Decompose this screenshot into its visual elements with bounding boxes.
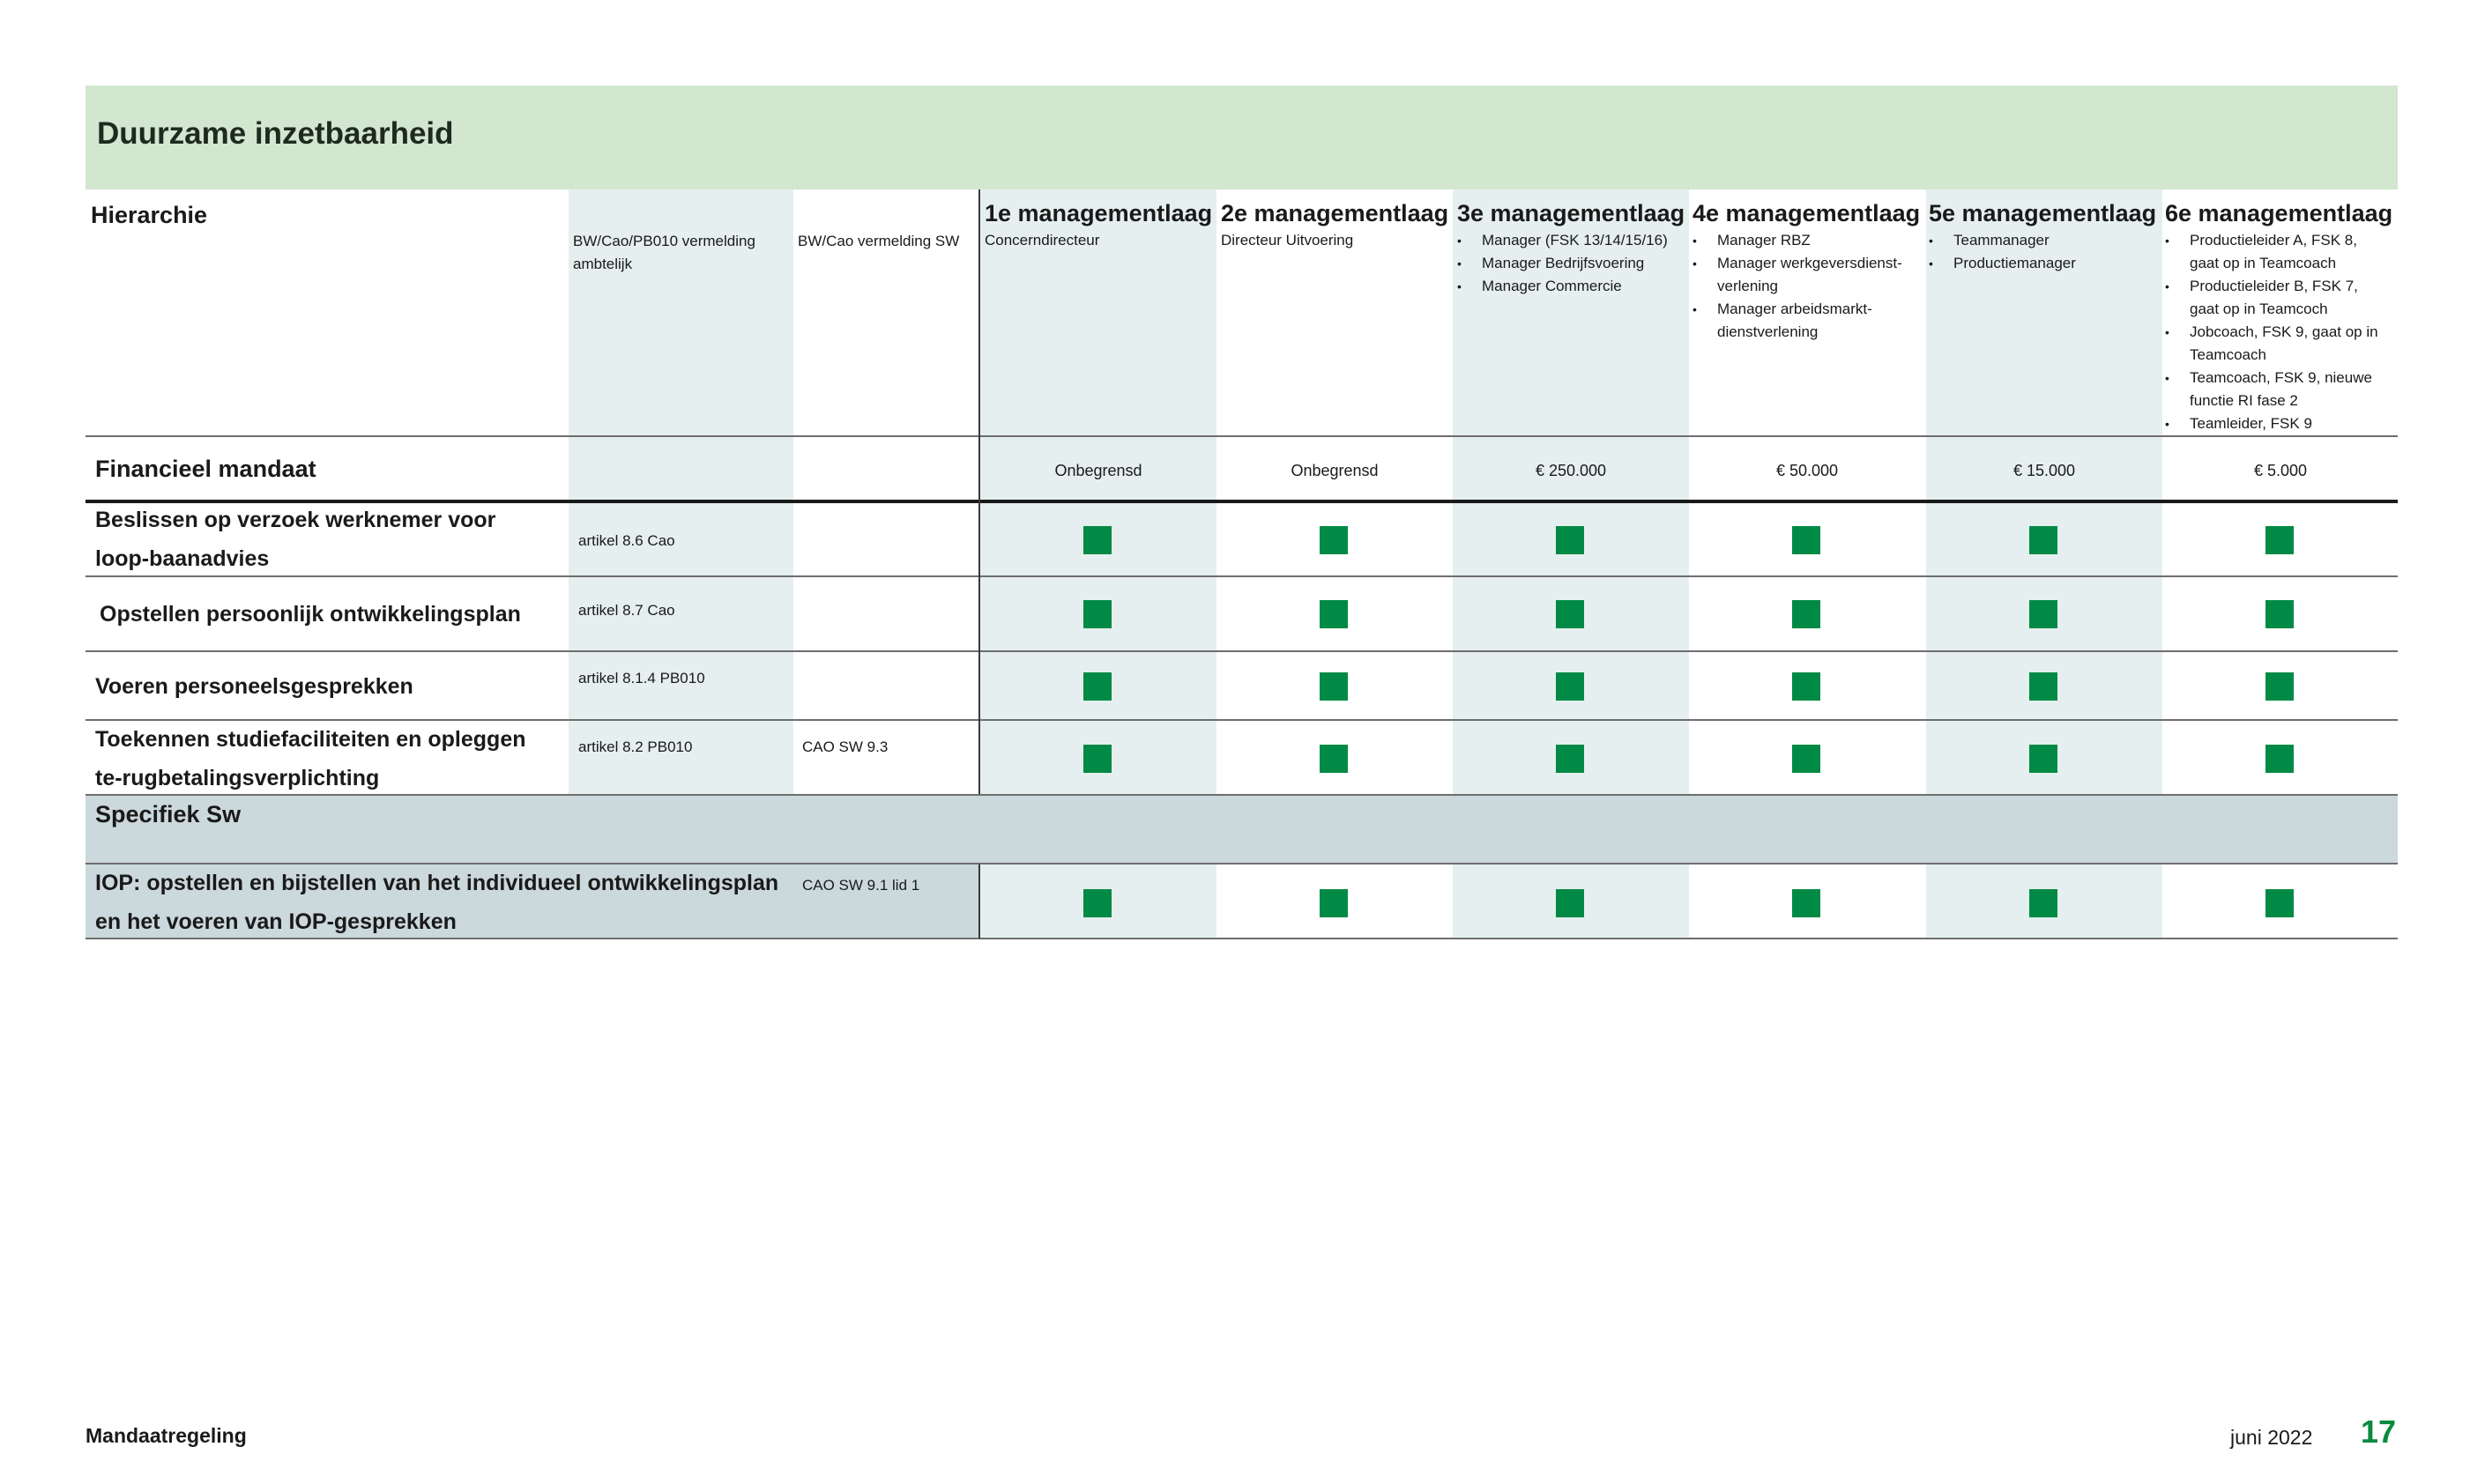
col-header-bw-cao-pb010: BW/Cao/PB010 vermelding ambtelijk	[573, 233, 755, 272]
check-mark	[1320, 745, 1348, 773]
divider	[86, 435, 2398, 437]
check-mark	[1792, 889, 1820, 917]
level-bullet-list	[1693, 229, 1913, 344]
col-shade-level-1	[980, 189, 1216, 794]
list-item: • Manager Bedrijfsvoering	[1457, 252, 1688, 275]
check-mark	[2029, 600, 2057, 628]
financial-amount: € 50.000	[1775, 462, 1839, 479]
level-title: 1e managementlaag	[985, 200, 1213, 226]
divider	[86, 938, 2398, 939]
col-header-bw-cao-sw: BW/Cao vermelding SW	[798, 233, 960, 249]
level-header-6	[2165, 200, 2396, 435]
section-band-sw	[86, 796, 2398, 864]
check-mark	[1320, 672, 1348, 701]
list-item: • Manager Commercie	[1457, 275, 1688, 298]
list-item: • Productieleider A, FSK 8, gaat op in Teamcoach	[2165, 229, 2385, 275]
check-mark	[1083, 600, 1112, 628]
check-mark	[1556, 889, 1584, 917]
row-label: Voeren personeelsgesprekken	[95, 674, 413, 699]
list-item: • Manager arbeidsmarkt-dienstverlening	[1693, 298, 1913, 344]
list-item: • Teamleider, FSK 9	[2165, 412, 2385, 435]
level-title: 4e managementlaag	[1693, 200, 1921, 226]
check-mark	[1792, 672, 1820, 701]
check-mark	[2265, 889, 2294, 917]
list-item: • Jobcoach, FSK 9, gaat op in Teamcoach	[2165, 321, 2385, 367]
column-separator	[978, 864, 980, 939]
row-label: IOP: opstellen en bijstellen van het individueel ontwikkelingsplan en het voeren van IOP-gesprekken	[95, 871, 779, 934]
level-bullet-list	[2165, 229, 2385, 435]
row-ref-sw: CAO SW 9.1 lid 1	[802, 877, 920, 894]
footer-document-title: Mandaatregeling	[86, 1424, 247, 1447]
divider	[86, 863, 2398, 864]
level-header-4	[1693, 200, 1923, 344]
check-mark	[2029, 672, 2057, 701]
check-mark	[1083, 889, 1112, 917]
check-mark	[1320, 889, 1348, 917]
row-ref-pb010: artikel 8.7 Cao	[578, 602, 675, 619]
check-mark	[2265, 672, 2294, 701]
divider	[86, 794, 2398, 796]
level-description: Directeur Uitvoering	[1221, 232, 1354, 249]
check-mark	[1556, 526, 1584, 554]
level-description: Concerndirecteur	[985, 232, 1100, 249]
row-ref-pb010: artikel 8.6 Cao	[578, 532, 675, 549]
financial-amount: € 15.000	[2012, 462, 2076, 479]
row-label: Beslissen op verzoek werknemer voor loop-baanadvies	[95, 508, 496, 571]
check-mark	[1320, 526, 1348, 554]
hierarchy-label: Hierarchie	[91, 202, 208, 228]
list-item: • Manager werkgeversdienst-verlening	[1693, 252, 1913, 298]
divider	[86, 650, 2398, 652]
list-item: • Productiemanager	[1929, 252, 2160, 275]
check-mark	[1083, 672, 1112, 701]
row-ref-pb010: artikel 8.2 PB010	[578, 738, 693, 755]
check-mark	[2265, 745, 2294, 773]
row-label: Toekennen studiefaciliteiten en opleggen te-rugbetalingsverplichting	[95, 727, 526, 790]
check-mark	[2029, 889, 2057, 917]
financial-amount: € 250.000	[1535, 462, 1607, 479]
divider	[86, 719, 2398, 721]
check-mark	[1556, 672, 1584, 701]
check-mark	[2029, 745, 2057, 773]
level-bullet-list	[1457, 229, 1688, 298]
check-mark	[1556, 745, 1584, 773]
list-item: • Teamcoach, FSK 9, nieuwe functie RI fase 2	[2165, 367, 2385, 412]
check-mark	[1083, 745, 1112, 773]
level-header-1	[985, 200, 1216, 252]
financial-amount: Onbegrensd	[1054, 462, 1142, 479]
page-number: 17	[2361, 1414, 2397, 1450]
footer-date: juni 2022	[2230, 1426, 2313, 1449]
check-mark	[1556, 600, 1584, 628]
financial-mandate-label: Financieel mandaat	[95, 456, 316, 482]
list-item: • Manager RBZ	[1693, 229, 1913, 252]
check-mark	[1792, 600, 1820, 628]
level-title: 5e managementlaag	[1929, 200, 2157, 226]
page-title: Duurzame inzetbaarheid	[97, 116, 454, 151]
col-shade-level-5	[1926, 189, 2162, 794]
check-mark	[1792, 526, 1820, 554]
divider	[86, 575, 2398, 577]
check-mark	[2265, 526, 2294, 554]
financial-amount: Onbegrensd	[1291, 462, 1379, 479]
column-separator	[978, 189, 980, 794]
financial-amount: € 5.000	[2253, 462, 2308, 479]
level-header-2	[1221, 200, 1452, 252]
list-item: • Productieleider B, FSK 7, gaat op in Teamcoch	[2165, 275, 2385, 321]
list-item: • Manager (FSK 13/14/15/16)	[1457, 229, 1688, 252]
row-label: Opstellen persoonlijk ontwikkelingsplan	[100, 602, 521, 627]
check-mark	[1320, 600, 1348, 628]
col-shade-pb010	[569, 189, 793, 794]
check-mark	[1083, 526, 1112, 554]
row-ref-sw: CAO SW 9.3	[802, 738, 889, 755]
check-mark	[2029, 526, 2057, 554]
check-mark	[2265, 600, 2294, 628]
row-ref-pb010: artikel 8.1.4 PB010	[578, 670, 705, 686]
section-title-sw: Specifiek Sw	[95, 801, 242, 827]
level-title: 3e managementlaag	[1457, 200, 1685, 226]
level-title: 2e managementlaag	[1221, 200, 1449, 226]
level-title: 6e managementlaag	[2165, 200, 2393, 226]
level-header-3	[1457, 200, 1688, 298]
check-mark	[1792, 745, 1820, 773]
list-item: • Teammanager	[1929, 229, 2160, 252]
level-header-5	[1929, 200, 2160, 275]
divider	[86, 500, 2398, 503]
level-bullet-list	[1929, 229, 2160, 275]
